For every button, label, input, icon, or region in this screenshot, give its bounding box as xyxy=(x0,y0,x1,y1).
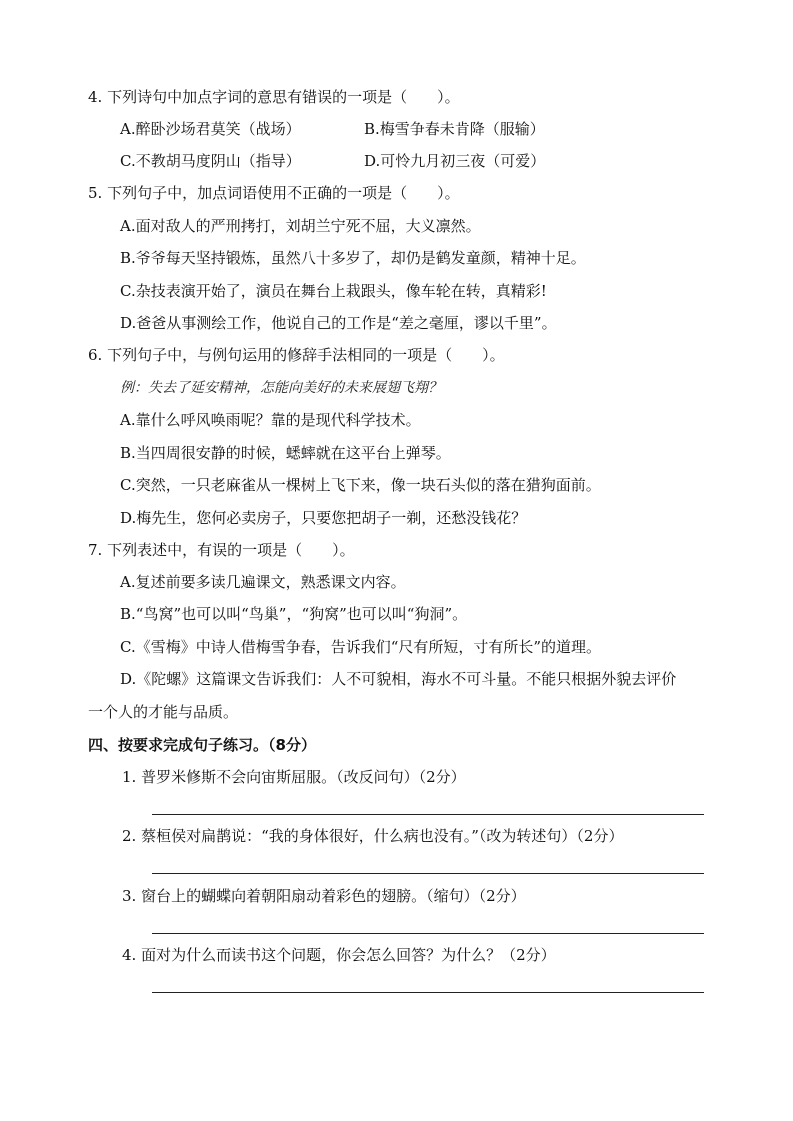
section-4-title: 四、按要求完成句子练习。（8分） xyxy=(88,736,316,754)
answer-line-2[interactable] xyxy=(152,873,704,874)
question-7-option-c: C.《雪梅》中诗人借梅雪争春，告诉我们“尺有所短，寸有所长”的道理。 xyxy=(120,638,602,656)
question-7-option-d: D.《陀螺》这篇课文告诉我们：人不可貌相，海水不可斗量。不能只根据外貌去评价 xyxy=(120,670,677,688)
question-4-option-c: C.不教胡马度阴山（指导） xyxy=(120,152,301,170)
question-4-stem: 4. 下列诗句中加点字词的意思有错误的一项是（ ）。 xyxy=(88,88,460,106)
answer-line-3[interactable] xyxy=(152,933,704,934)
question-4-option-b: B.梅雪争春未肯降（服输） xyxy=(364,120,545,138)
question-5-option-a: A.面对敌人的严刑拷打，刘胡兰宁死不屈，大义凛然。 xyxy=(120,217,481,235)
question-4-option-a: A.醉卧沙场君莫笑（战场） xyxy=(120,120,301,138)
question-6-option-b: B.当四周很安静的时候，蟋蟀就在这平台上弹琴。 xyxy=(120,444,451,462)
section-4-item-1: 1. 普罗米修斯不会向宙斯屈服。（改反问句）（2分） xyxy=(122,768,466,786)
question-5-stem: 5. 下列句子中，加点词语使用不正确的一项是（ ）。 xyxy=(88,184,460,202)
question-6-stem: 6. 下列句子中，与例句运用的修辞手法相同的一项是（ ）。 xyxy=(88,346,505,364)
question-5-option-c: C.杂技表演开始了，演员在舞台上栽跟头，像车轮在转，真精彩! xyxy=(120,282,547,300)
section-4-item-2: 2. 蔡桓侯对扁鹊说：“我的身体很好，什么病也没有。”（改为转述句）（2分） xyxy=(122,827,624,845)
answer-line-4[interactable] xyxy=(152,992,704,993)
question-7-option-d-continuation: 一个人的才能与品质。 xyxy=(88,703,239,721)
question-5-option-d: D.爸爸从事测绘工作，他说自己的工作是“差之毫厘，谬以千里”。 xyxy=(120,314,557,332)
question-6-option-c: C.突然，一只老麻雀从一棵树上飞下来，像一块石头似的落在猎狗面前。 xyxy=(120,476,601,494)
question-4-option-d: D.可怜九月初三夜（可爱） xyxy=(364,152,546,170)
question-6-option-d: D.梅先生，您何必卖房子，只要您把胡子一剃，还愁没钱花？ xyxy=(120,509,527,527)
question-7-option-b: B.“鸟窝”也可以叫“鸟巢”，“狗窝”也可以叫“狗洞”。 xyxy=(120,605,468,623)
answer-line-1[interactable] xyxy=(152,814,704,815)
question-7-stem: 7. 下列表述中，有误的一项是（ ）。 xyxy=(88,541,355,559)
question-6-option-a: A.靠什么呼风唤雨呢？靠的是现代科学技术。 xyxy=(120,411,421,429)
question-5-option-b: B.爷爷每天坚持锻炼，虽然八十多岁了，却仍是鹤发童颜，精神十足。 xyxy=(120,249,586,267)
question-6-example: 例：失去了延安精神，怎能向美好的未来展翅飞翔？ xyxy=(120,380,442,396)
section-4-item-3: 3. 窗台上的蝴蝶向着朝阳扇动着彩色的翅膀。（缩句）（2分） xyxy=(122,887,526,905)
question-7-option-a: A.复述前要多读几遍课文，熟悉课文内容。 xyxy=(120,573,406,591)
section-4-item-4: 4. 面对为什么而读书这个问题，你会怎么回答？为什么？（2分） xyxy=(122,946,556,964)
